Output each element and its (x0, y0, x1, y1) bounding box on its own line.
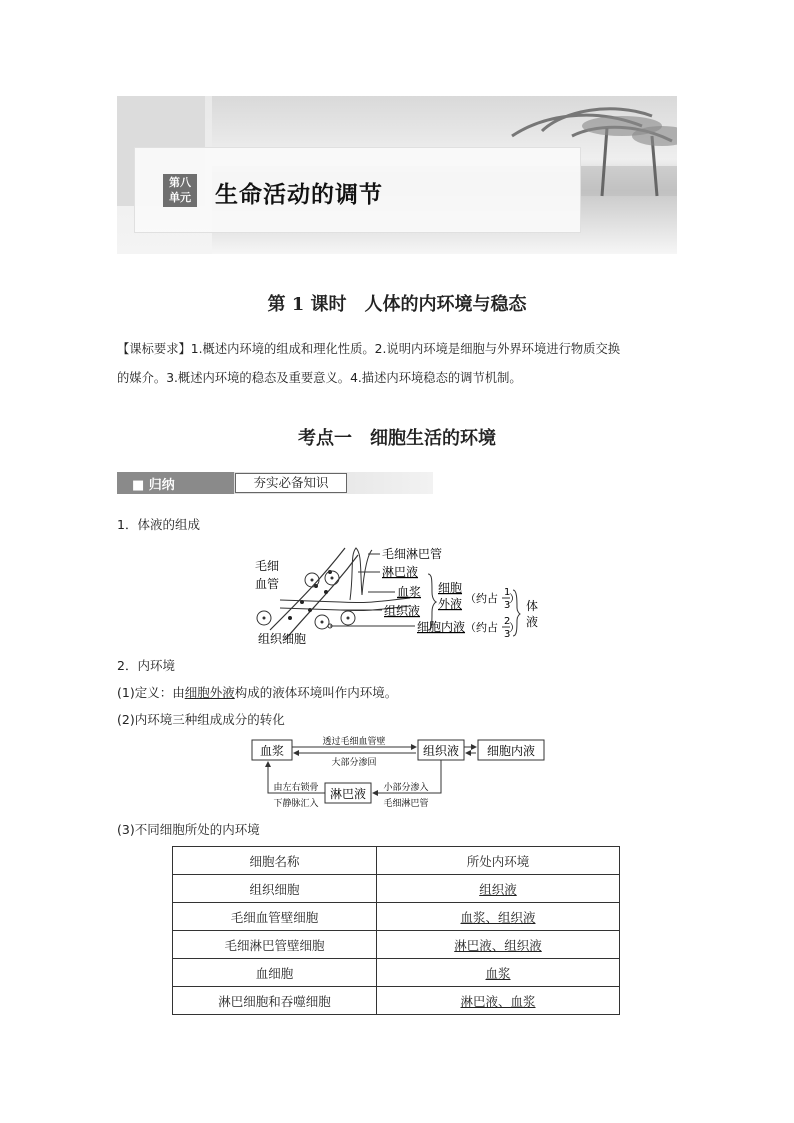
flow-lymph: 淋巴液 (329, 787, 367, 801)
summary-label: ■ 归纳 (132, 478, 175, 493)
unit-tag-line2: 单元 (169, 191, 191, 204)
table-header-row (173, 847, 620, 875)
body-fluid-label-1: 体 (526, 599, 539, 613)
capillary-label-2: 血管 (255, 577, 280, 591)
header-environment: 所处内环境 (377, 847, 620, 875)
section-title: 考点一 细胞生活的环境 (298, 428, 496, 449)
fraction1-denominator: 3 (504, 600, 511, 611)
lymph-label: 淋巴液 (382, 565, 419, 579)
summary-tagline: 夯实必备知识 (235, 473, 347, 493)
curriculum-line1: 【课标要求】1.概述内环境的组成和理化性质。2.说明内环境是细胞与外界环境进行物质交换 (117, 342, 621, 356)
flow-via-clavicle: 由左右锁骨 (273, 783, 319, 793)
definition-line: (1)定义：由细胞外液构成的液体环境叫作内环境。 (117, 685, 398, 700)
conversion-flow-diagram (250, 735, 550, 813)
flow-mostly-back: 大部分渗回 (331, 758, 377, 768)
body-fluid-label-2: 液 (526, 615, 539, 629)
extracellular-label-1: 细胞 (438, 581, 463, 595)
plasma-label: 血浆 (397, 585, 422, 599)
capillary-label-1: 毛细 (255, 559, 280, 573)
fraction1-numerator: 1 (504, 587, 511, 598)
flow-into-subclavian: 下静脉汇入 (273, 799, 319, 809)
summary-bar (117, 472, 433, 494)
about-two-thirds-prefix: （约占 (465, 621, 498, 634)
flow-lymph-capillary: 毛细淋巴管 (383, 799, 429, 809)
item2-heading: 2．内环境 (117, 658, 175, 673)
lesson-title: 第 1 课时 人体的内环境与稳态 (267, 294, 527, 315)
flow-plasma: 血浆 (259, 744, 285, 758)
table-row: 毛细血管壁细胞 血浆、组织液 (173, 903, 620, 931)
flow-small-part-in: 小部分渗入 (383, 783, 429, 793)
tissue-fluid-label: 组织液 (384, 604, 421, 618)
close-paren-1: ） (509, 592, 520, 605)
body-fluid-diagram (250, 540, 550, 650)
intracellular-label: 细胞内液 (417, 620, 466, 634)
item1-heading: 1．体液的组成 (117, 517, 200, 532)
fraction2-denominator: 3 (504, 629, 511, 640)
flow-through-wall: 透过毛细血管壁 (322, 737, 386, 747)
unit-tag-line1: 第八 (169, 176, 191, 189)
curriculum-line2: 的媒介。3.概述内环境的稳态及重要意义。4.描述内环境稳态的调节机制。 (117, 371, 522, 385)
header-cell-name: 细胞名称 (173, 847, 377, 875)
about-third-prefix: （约占 (465, 592, 498, 605)
cell-environment-table (172, 846, 620, 1015)
unit-banner (117, 96, 677, 254)
lymph-capillary-label: 毛细淋巴管 (382, 547, 443, 561)
flow-tissue-fluid: 组织液 (422, 744, 460, 758)
table-heading: (3)不同细胞所处的内环境 (117, 822, 260, 837)
table-row: 淋巴细胞和吞噬细胞 淋巴液、血浆 (173, 987, 620, 1015)
table-row: 毛细淋巴管壁细胞 淋巴液、组织液 (173, 931, 620, 959)
unit-number-tag (163, 174, 197, 207)
unit-title: 生命活动的调节 (215, 182, 383, 208)
table-row: 组织细胞 组织液 (173, 875, 620, 903)
extracellular-label-2: 外液 (438, 597, 463, 611)
definition-answer: 细胞外液 (184, 685, 235, 700)
close-paren-2: ） (509, 621, 520, 634)
table-row: 血细胞 血浆 (173, 959, 620, 987)
fraction2-numerator: 2 (504, 616, 511, 627)
flow-intracellular: 细胞内液 (486, 744, 536, 758)
conversion-heading: (2)内环境三种组成成分的转化 (117, 712, 285, 727)
curriculum-requirements (117, 335, 682, 393)
curriculum-label: 【课标要求】 (117, 342, 191, 356)
tissue-cell-label: 组织细胞 (258, 632, 307, 646)
